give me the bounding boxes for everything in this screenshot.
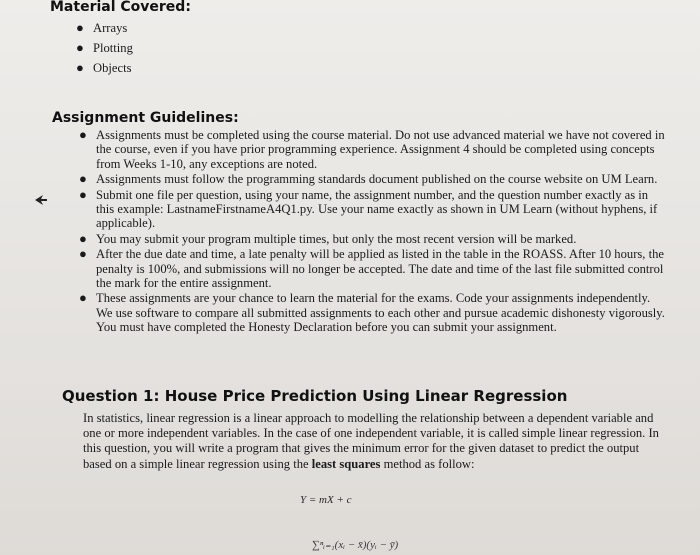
list-item: ● Objects [93,58,133,78]
list-item: ● Assignments must be completed using the course material. Do not use advanced material we have not covered in the course, even if you have prior programming experience. Assignment 4 should be completed using concepts from Weeks 1-10, any exceptions are noted. [79,127,665,171]
mouse-pointer-icon [34,193,48,212]
question-paragraph: In statistics, linear regression is a linear approach to modelling the relationship between a dependent variable and one or more independent variables. In the case of one independent variable, it is called simple linear regression. In this question, you will write a program that gives the minimum error for the given dataset to predict the output based on a simple linear regression using the least squares method as follow: [83,411,659,471]
list-item: ● Assignments must follow the programming standards document published on the course website on UM Learn. [79,171,658,187]
assignment-guidelines-heading: Assignment Guidelines: [52,110,239,126]
regression-formula: Y = mX + c [300,494,352,506]
bullet-icon: ● [79,290,87,306]
list-item: ● You may submit your program multiple times, but only the most recent version will be marked. [79,230,577,246]
bullet-icon: ● [79,230,87,246]
bullet-icon: ● [76,40,84,55]
guidelines-list [79,127,666,336]
bullet-icon: ● [79,246,87,262]
material-list [76,18,133,78]
bullet-icon: ● [79,127,87,142]
question-heading: Question 1: House Price Prediction Using Linear Regression [62,387,568,405]
material-covered-heading: Material Covered: [50,0,191,15]
list-item: ● After the due date and time, a late penalty will be applied as listed in the table in the ROASS. After 10 hours, the penalty is 100%, and submissions will no longer be accepted. The date and time of the last file submitted control the mark for the entire assignment. [79,246,664,291]
bullet-icon: ● [76,20,84,35]
list-item: ● Plotting [93,38,133,58]
slope-formula-partial: ∑ⁿᵢ₌₁(xᵢ − x̄)(yᵢ − ȳ) [312,539,399,551]
least-squares-emphasis: least squares [311,456,381,471]
bullet-icon: ● [79,186,87,202]
bullet-icon: ● [79,171,87,187]
list-item: ● These assignments are your chance to learn the material for the exams. Code your assignments independently. We use software to compare all submitted assignments to each other and pursue academic dishonesty vigorously. You must have completed the Honesty Declaration before you can submit your assignment. [79,290,665,335]
list-item: ● Arrays [93,18,133,38]
list-item: ● Submit one file per question, using your name, the assignment number, and the question number exactly as in this example: LastnameFirstnameA4Q1.py. Use your name exactly as shown in UM Learn (without hyphens, if applicable). [79,186,658,231]
bullet-icon: ● [76,60,84,75]
